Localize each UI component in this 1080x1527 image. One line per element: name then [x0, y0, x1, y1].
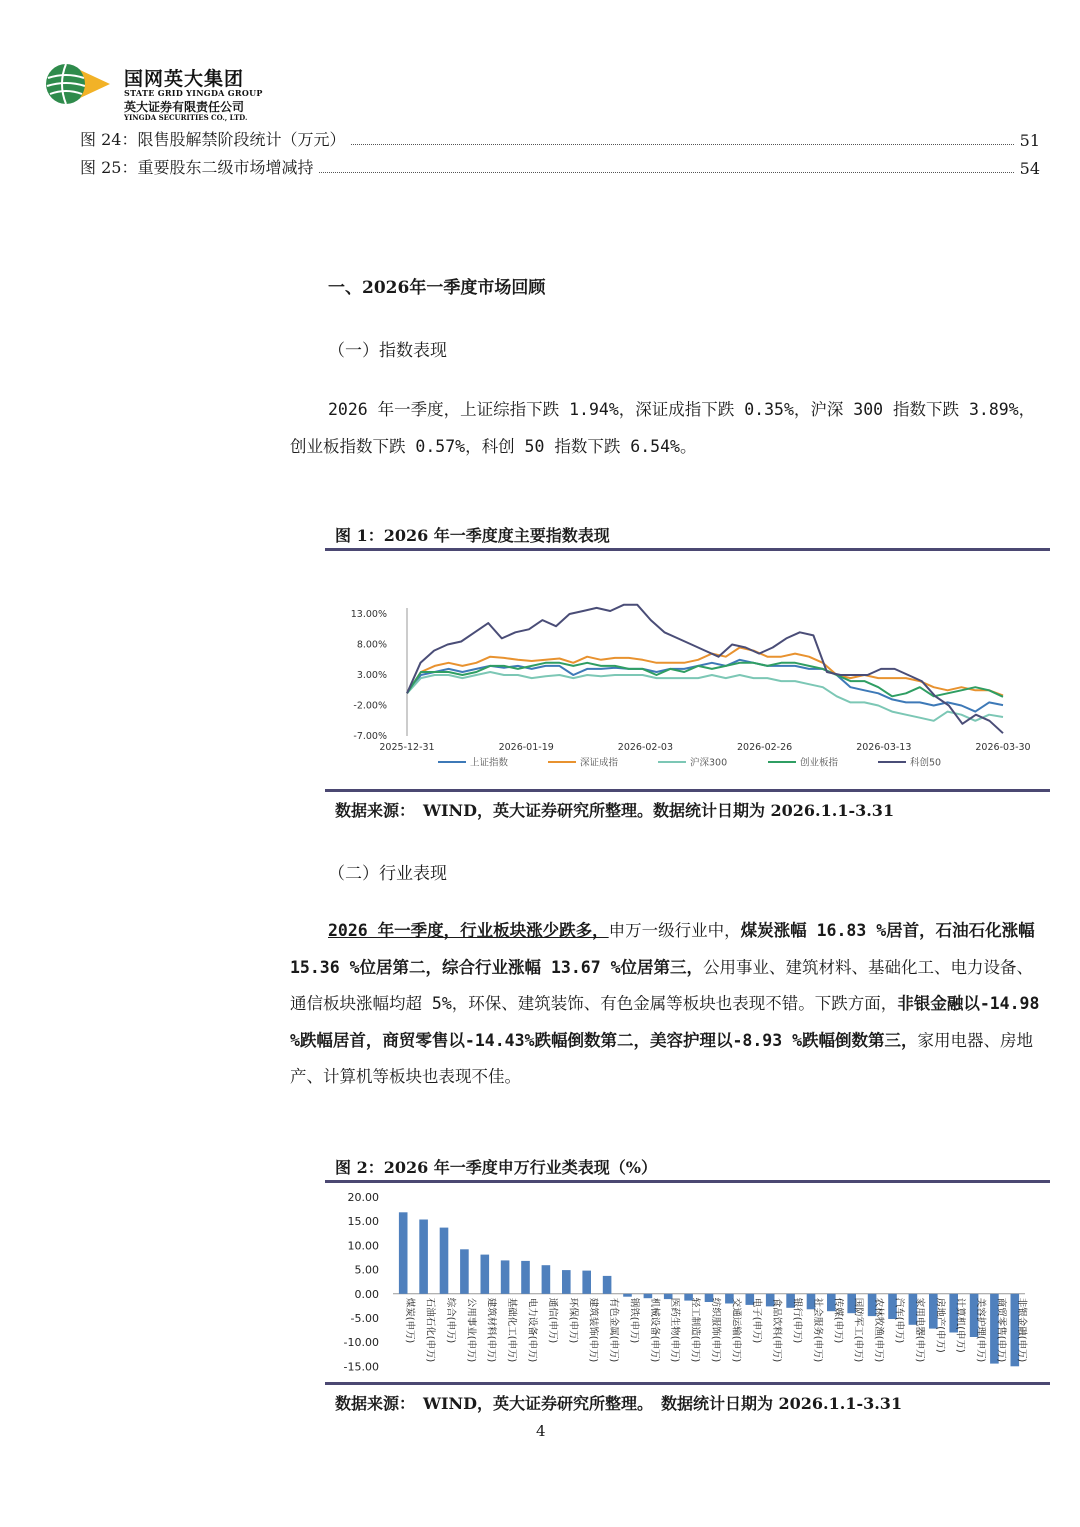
para2-other-losers: 家用电器、房地产、计算机等板块也表现不佳。	[290, 1030, 1034, 1086]
x-tick-label: 2026-02-26	[736, 742, 793, 753]
para2-other-gainers: 公用事业、建筑材料、基础化工、电力设备、通信板块涨幅均超 5%，环保、建筑装饰、有色金属等板块也表现不错。下跌方面，	[290, 957, 1034, 1013]
toc-entry[interactable]	[80, 126, 1040, 150]
brand-name-en: STATE GRID YINGDA GROUP	[124, 88, 263, 98]
category-label: 传媒(申万)	[832, 1297, 844, 1344]
category-label: 纺织服饰(申万)	[710, 1297, 721, 1363]
category-label: 商贸零售(申万)	[995, 1297, 1007, 1363]
y-tick-label: 15.00	[347, 1215, 379, 1229]
toc-leader-dots	[319, 172, 1013, 173]
bar	[481, 1255, 490, 1294]
y-tick-label: -10.00	[343, 1336, 379, 1350]
company-logo-icon	[44, 62, 114, 106]
category-label: 通信(申万)	[546, 1297, 558, 1344]
category-label: 社会服务(申万)	[811, 1297, 823, 1363]
category-label: 国防军工(申万)	[852, 1297, 864, 1363]
y-tick-label: 20.00	[347, 1191, 379, 1204]
category-label: 非银金融(申万)	[1015, 1297, 1027, 1363]
page-number: 4	[536, 1422, 546, 1440]
industry-bar-chart	[325, 1185, 1050, 1380]
category-label: 建筑装饰(申万)	[587, 1297, 599, 1363]
category-label: 电力设备(申万)	[526, 1297, 538, 1363]
index-line-chart	[325, 556, 1050, 786]
x-tick-label: 2025-12-31	[379, 742, 435, 753]
figure1-bottom-rule	[325, 789, 1050, 792]
category-label: 煤炭(申万)	[404, 1297, 416, 1344]
category-label: 公用事业(申万)	[465, 1297, 477, 1363]
bar	[582, 1271, 591, 1294]
figure1-source: 数据来源： WIND，英大证券研究所整理。数据统计日期为 2026.1.1-3.31	[335, 801, 895, 820]
bar	[521, 1261, 530, 1294]
category-label: 建筑材料(申万)	[485, 1297, 497, 1363]
bar	[623, 1294, 632, 1297]
category-label: 综合(申万)	[444, 1297, 456, 1344]
x-tick-label: 2026-03-30	[975, 742, 1031, 753]
subsection-heading-index: （一）指数表现	[328, 341, 447, 361]
legend-label: 沪深300	[690, 757, 728, 769]
y-tick-label: -5.00	[350, 1312, 379, 1325]
figure2-title: 图 2：2026 年一季度申万行业类表现（%）	[335, 1158, 658, 1177]
bar	[460, 1249, 469, 1294]
series-line	[407, 648, 1003, 696]
bar	[603, 1276, 612, 1294]
y-tick-label: 5.00	[354, 1263, 379, 1277]
y-tick-label: 0.00	[354, 1287, 379, 1301]
legend-label: 上证指数	[470, 757, 509, 769]
category-label: 基础化工(申万)	[506, 1297, 518, 1363]
para2-lead: 2026 年一季度，行业板块涨少跌多，	[328, 921, 609, 940]
category-label: 环保(申万)	[567, 1297, 579, 1344]
y-tick-label: 3.00%	[356, 670, 387, 681]
category-label: 机械设备(申万)	[648, 1297, 660, 1363]
category-label: 医药生物(申万)	[669, 1297, 681, 1363]
bar	[501, 1260, 510, 1293]
bar	[542, 1265, 551, 1294]
category-label: 农林牧渔(申万)	[873, 1297, 885, 1363]
y-tick-label: 13.00%	[350, 609, 387, 620]
y-tick-label: 10.00	[347, 1239, 379, 1253]
category-label: 电子(申万)	[750, 1297, 762, 1344]
legend-label: 深证成指	[580, 757, 619, 769]
brand-name-cn: 国网英大集团	[124, 68, 245, 90]
category-label: 家用电器(申万)	[913, 1297, 925, 1363]
category-label: 有色金属(申万)	[608, 1297, 620, 1363]
bar	[419, 1220, 428, 1294]
category-label: 食品饮料(申万)	[771, 1297, 783, 1363]
toc-entry-page: 51	[1019, 131, 1040, 150]
para2-top-losers: 非银金融以-14.98 %跌幅居首，商贸零售以-14.43%跌幅倒数第二，美容护理以-8.93 %跌幅倒数第三，	[290, 994, 1040, 1050]
toc-leader-dots	[351, 144, 1013, 145]
category-label: 美容护理(申万)	[975, 1297, 987, 1363]
category-label: 钢铁(申万)	[628, 1297, 640, 1344]
bar	[562, 1270, 571, 1294]
category-label: 轻工制造(申万)	[689, 1297, 701, 1363]
figure2-bottom-rule	[325, 1382, 1050, 1385]
figure1-title: 图 1：2026 年一季度度主要指数表现	[335, 526, 610, 545]
x-tick-label: 2026-02-03	[617, 742, 674, 753]
toc-entry-page: 54	[1019, 159, 1040, 178]
toc-entry-label: 图 25：重要股东二级市场增减持	[80, 158, 314, 177]
figure2-source: 数据来源： WIND，英大证券研究所整理。 数据统计日期为 2026.1.1-3.31	[335, 1394, 903, 1413]
y-tick-label: -7.00%	[353, 731, 387, 742]
subsection-heading-industry: （二）行业表现	[328, 864, 447, 884]
bar	[399, 1212, 408, 1294]
para2-top-gainers: 煤炭涨幅 16.83 %居首，石油石化涨幅 15.36 %位居第二，综合行业涨幅 13.67 %位居第三，	[290, 921, 1035, 977]
section-heading: 一、2026年一季度市场回顾	[328, 278, 546, 298]
index-performance-paragraph	[290, 392, 1042, 465]
index-performance-text: 2026 年一季度，上证综指下跌 1.94%，深证成指下跌 0.35%，沪深 300 指数下跌 3.89%，创业板指数下跌 0.57%，科创 50 指数下跌 6.54%。	[290, 400, 1036, 456]
category-label: 计算机(申万)	[954, 1297, 966, 1353]
y-tick-label: -2.00%	[353, 700, 387, 712]
category-label: 交通运输(申万)	[730, 1297, 742, 1363]
category-label: 银行(申万)	[791, 1297, 803, 1344]
x-tick-label: 2026-01-19	[498, 742, 554, 753]
para2-context: 申万一级行业中，	[608, 921, 741, 940]
legend-label: 科创50	[910, 757, 942, 769]
toc-entry-label: 图 24：限售股解禁阶段统计（万元）	[80, 130, 346, 149]
industry-performance-paragraph	[290, 913, 1042, 1096]
toc-entry[interactable]	[80, 154, 1040, 178]
legend-label: 创业板指	[800, 757, 839, 769]
x-tick-label: 2026-03-13	[856, 742, 912, 753]
category-label: 汽车(申万)	[893, 1297, 905, 1344]
bar	[440, 1228, 449, 1294]
category-label: 石油石化(申万)	[424, 1297, 436, 1363]
series-line	[407, 605, 1003, 733]
company-name-cn: 英大证券有限责任公司	[124, 100, 245, 114]
y-tick-label: -15.00	[343, 1360, 379, 1374]
y-tick-label: 8.00%	[356, 639, 387, 651]
figure1-top-rule	[325, 548, 1050, 551]
category-label: 房地产(申万)	[934, 1297, 946, 1353]
company-name-en: YINGDA SECURITIES CO., LTD.	[124, 113, 248, 122]
figure2-top-rule	[325, 1180, 1050, 1183]
